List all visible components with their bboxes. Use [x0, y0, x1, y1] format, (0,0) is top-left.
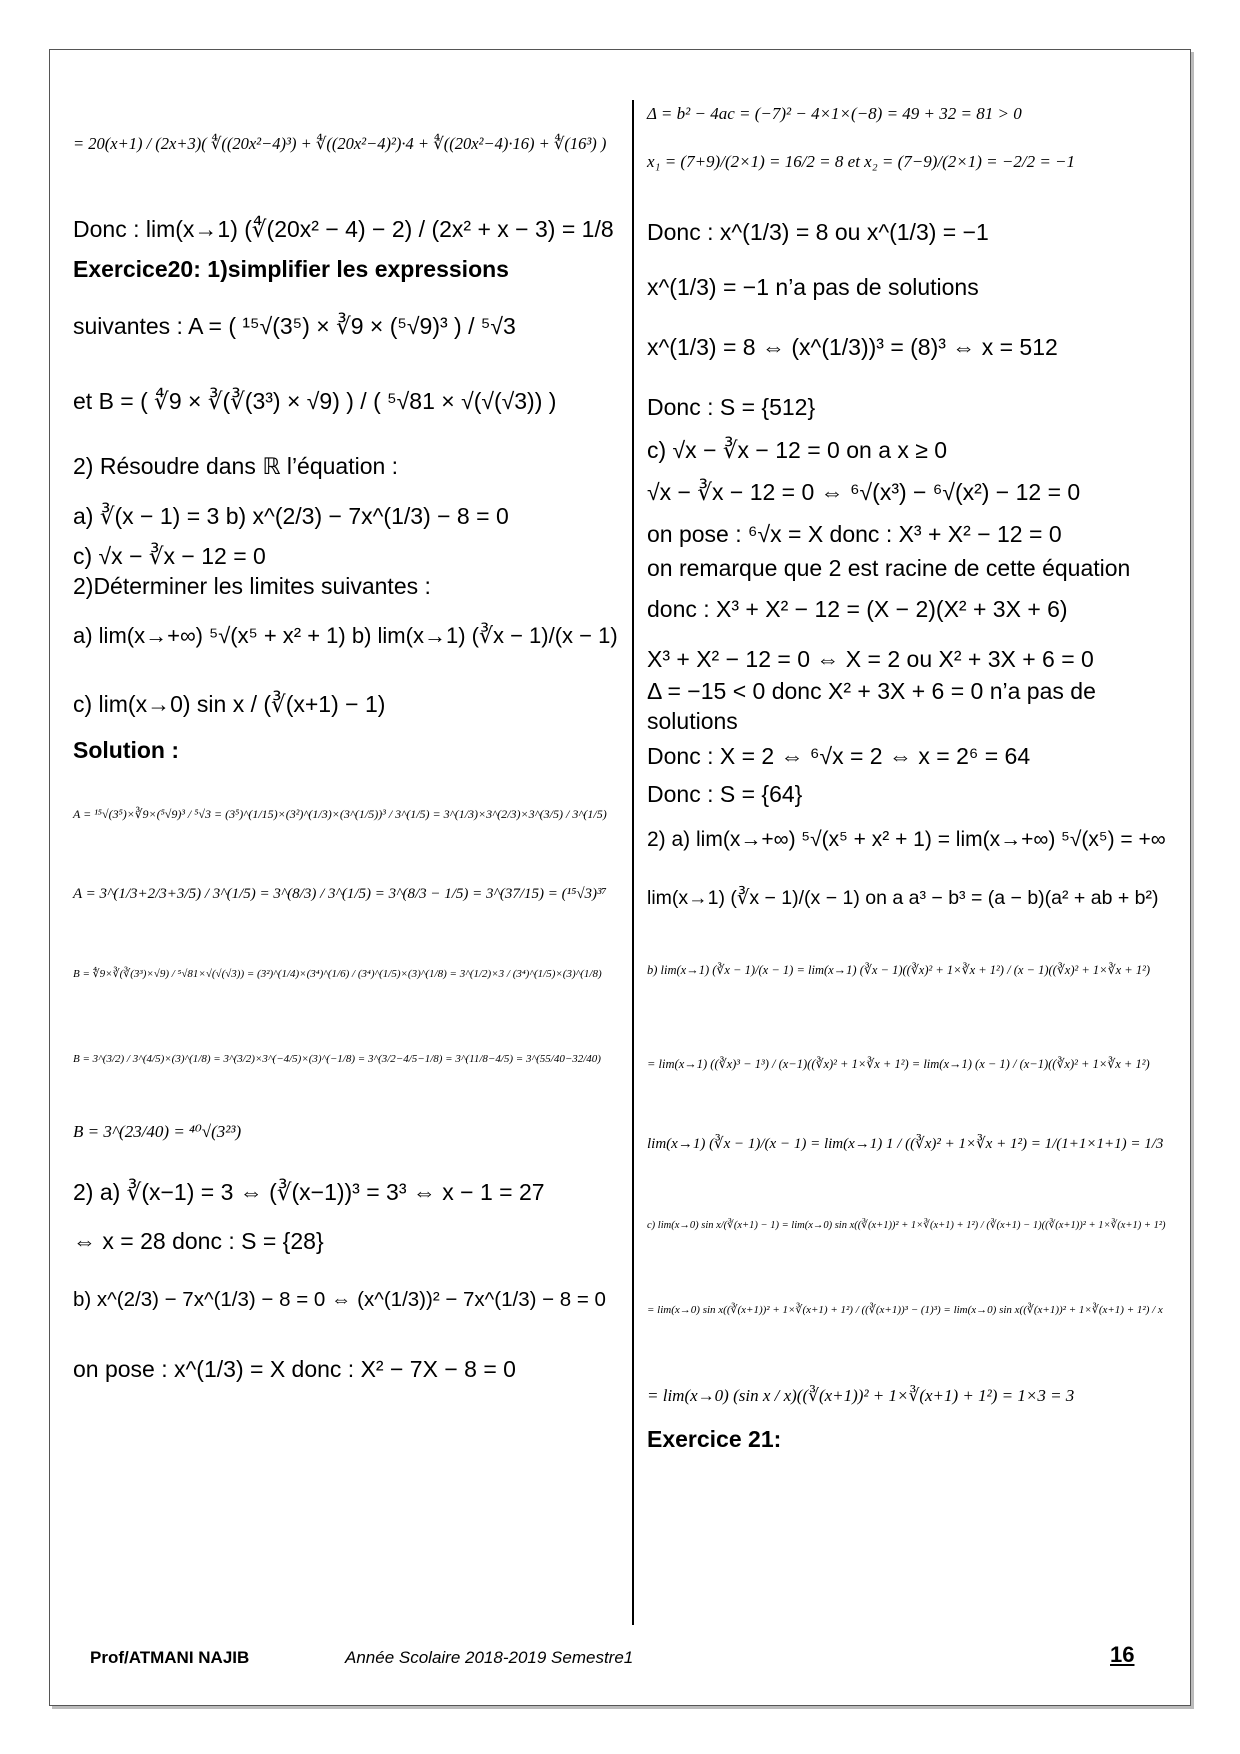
right-line: Δ = −15 < 0 donc X² + 3X + 6 = 0 n’a pas de — [647, 678, 1096, 704]
right-line: x^(1/3) = −1 n’a pas de solutions — [647, 274, 979, 300]
right-line: lim(x→1) (∛x − 1)/(x − 1) = lim(x→1) 1 / ((∛x)² + 1×∛x + 1²) = 1/(1+1×1+1) = 1/3 — [647, 1136, 1164, 1152]
left-line: on pose : x^(1/3) = X donc : X² − 7X − 8 = 0 — [73, 1356, 516, 1382]
footer-author: Prof/ATMANI NAJIB — [90, 1648, 250, 1667]
right-line: Donc : S = {64} — [647, 781, 803, 807]
right-line: Donc : S = {512} — [647, 394, 816, 420]
right-line: Δ = b² − 4ac = (−7)² − 4×1×(−8) = 49 + 32 = 81 > 0 — [647, 104, 1022, 123]
right-line: X³ + X² − 12 = 0 ⇔ X = 2 ou X² + 3X + 6 = 0 — [647, 646, 1094, 672]
right-line: b) lim(x→1) (∛x − 1)/(x − 1) = lim(x→1) (∛x − 1)((∛x)² + 1×∛x + 1²) / (x − 1)((∛x)² + 1×∛x + 1²) — [647, 963, 1150, 977]
right-line: Donc : X = 2 ⇔ ⁶√x = 2 ⇔ x = 2⁶ = 64 — [647, 743, 1031, 769]
left-line: 2)Déterminer les limites suivantes : — [73, 573, 431, 599]
right-line: = lim(x→0) (sin x / x)((∛(x+1))² + 1×∛(x+1) + 1²) = 1×3 = 3 — [647, 1386, 1075, 1405]
left-line: 2) a) ∛(x−1) = 3 ⇔ (∛(x−1))³ = 3³ ⇔ x − 1 = 27 — [73, 1179, 545, 1205]
right-line: c) lim(x→0) sin x/(∛(x+1) − 1) = lim(x→0) sin x((∛(x+1))² + 1×∛(x+1) + 1²) / (∛(x+1) − 1)((∛(x+1))² + 1×∛(x+1) + 1²) — [647, 1220, 1166, 1231]
left-line: B = 3^(23/40) = ⁴⁰√(3²³) — [73, 1122, 242, 1141]
right-line: solutions — [647, 708, 738, 734]
right-line: √x − ∛x − 12 = 0 ⇔ ⁶√(x³) − ⁶√(x²) − 12 = 0 — [647, 479, 1081, 505]
left-line: Exercice20: 1)simplifier les expressions — [73, 256, 509, 282]
left-line: a) lim(x→+∞) ⁵√(x⁵ + x² + 1) b) lim(x→1) (∛x − 1)/(x − 1) — [73, 623, 618, 648]
right-line: x₁ = (7+9)/(2×1) = 16/2 = 8 et x₂ = (7−9)/(2×1) = −2/2 = −1 — [647, 152, 1076, 171]
right-line: 2) a) lim(x→+∞) ⁵√(x⁵ + x² + 1) = lim(x→+∞) ⁵√(x⁵) = +∞ — [647, 828, 1166, 851]
right-line: = lim(x→1) ((∛x)³ − 1³) / (x−1)((∛x)² + 1×∛x + 1²) = lim(x→1) (x − 1) / (x−1)((∛x)² + 1×∛x + 1²) — [647, 1057, 1150, 1071]
page-frame — [49, 49, 1191, 1706]
page-number: 16 — [1110, 1642, 1135, 1667]
right-line: Donc : x^(1/3) = 8 ou x^(1/3) = −1 — [647, 219, 989, 245]
left-line: Solution : — [73, 737, 180, 763]
right-line: Exercice 21: — [647, 1426, 782, 1452]
right-line: donc : X³ + X² − 12 = (X − 2)(X² + 3X + 6) — [647, 596, 1068, 622]
column-divider — [632, 100, 634, 1625]
right-line: x^(1/3) = 8 ⇔ (x^(1/3))³ = (8)³ ⇔ x = 512 — [647, 334, 1058, 360]
left-line: et B = ( ∜9 × ∛(∛(3³) × √9) ) / ( ⁵√81 × √(√(√3)) ) — [73, 388, 557, 414]
left-line: c) lim(x→0) sin x / (∛(x+1) − 1) — [73, 691, 386, 717]
right-line: c) √x − ∛x − 12 = 0 on a x ≥ 0 — [647, 437, 948, 463]
left-line: = 20(x+1) / (2x+3)( ∜((20x²−4)³) + ∜((20x²−4)²)·4 + ∜((20x²−4)·16) + ∜(16³) ) — [73, 134, 607, 153]
right-line: on remarque que 2 est racine de cette équation — [647, 555, 1131, 581]
left-line: a) ∛(x − 1) = 3 b) x^(2/3) − 7x^(1/3) − 8 = 0 — [73, 503, 509, 529]
footer-year: Année Scolaire 2018-2019 Semestre1 — [345, 1648, 634, 1667]
left-line: Donc : lim(x→1) (∜(20x² − 4) − 2) / (2x² + x − 3) = 1/8 — [73, 216, 614, 242]
left-line: b) x^(2/3) − 7x^(1/3) − 8 = 0 ⇔ (x^(1/3))² − 7x^(1/3) − 8 = 0 — [73, 1288, 606, 1311]
left-line: B = ∜9×∛(∛(3³)×√9) / ⁵√81×√(√(√3)) = (3²)^(1/4)×(3⁴)^(1/6) / (3⁴)^(1/5)×(3)^(1/8) = 3^(1/2)×3 / (3⁴)^(1/5)×(3)^(1/8) — [73, 968, 602, 980]
right-line: on pose : ⁶√x = X donc : X³ + X² − 12 = 0 — [647, 521, 1062, 547]
right-line: lim(x→1) (∛x − 1)/(x − 1) on a a³ − b³ = (a − b)(a² + ab + b²) — [647, 887, 1159, 909]
left-line: ⇔ x = 28 donc : S = {28} — [73, 1228, 324, 1254]
left-line: suivantes : A = ( ¹⁵√(3⁵) × ∛9 × (⁵√9)³ ) / ⁵√3 — [73, 313, 516, 339]
left-line: c) √x − ∛x − 12 = 0 — [73, 543, 266, 569]
right-line: = lim(x→0) sin x((∛(x+1))² + 1×∛(x+1) + 1²) / ((∛(x+1))³ − (1)³) = lim(x→0) sin x((∛(x+1))² + 1×∛(x+1) + 1²) / x — [647, 1304, 1163, 1316]
left-line: 2) Résoudre dans ℝ l’équation : — [73, 453, 399, 479]
left-line: A = 3^(1/3+2/3+3/5) / 3^(1/5) = 3^(8/3) / 3^(1/5) = 3^(8/3 − 1/5) = 3^(37/15) = (¹⁵√3)³⁷ — [73, 886, 607, 902]
left-line: A = ¹⁵√(3⁵)×∛9×(⁵√9)³ / ⁵√3 = (3⁵)^(1/15)×(3²)^(1/3)×(3^(1/5))³ / 3^(1/5) = 3^(1/3)×3^(2/3)×3^(3/5) / 3^(1/5) — [73, 807, 607, 821]
left-line: B = 3^(3/2) / 3^(4/5)×(3)^(1/8) = 3^(3/2)×3^(−4/5)×(3)^(−1/8) = 3^(3/2−4/5−1/8) = 3^(11/8−4/5) = 3^(55/40−32/40) — [73, 1053, 601, 1065]
